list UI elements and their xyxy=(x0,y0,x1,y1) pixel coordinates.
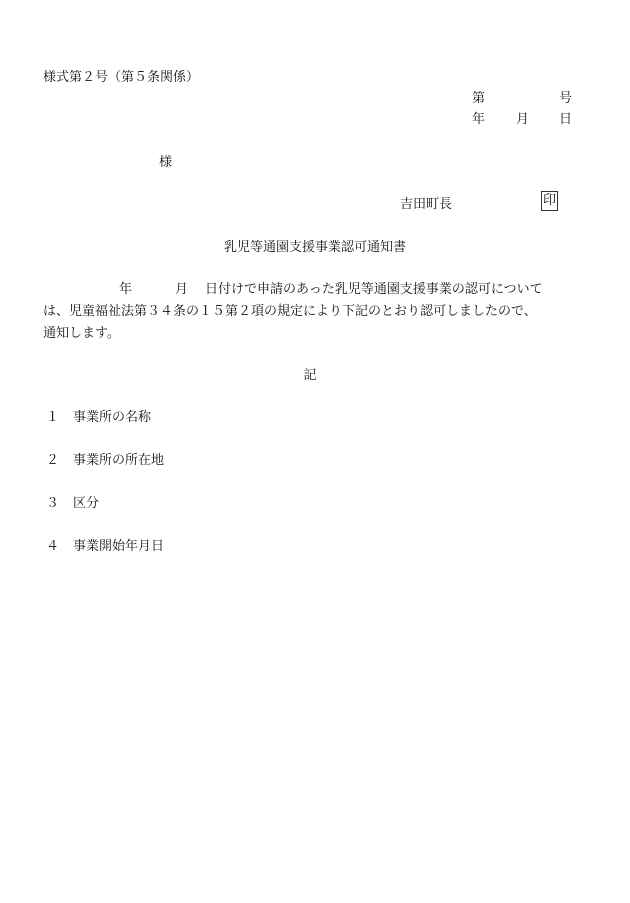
list-item-number: ２ xyxy=(46,453,60,468)
list-item-number: １ xyxy=(46,410,60,425)
document-title: 乳児等通園支援事業認可通知書 xyxy=(223,240,406,255)
body-line-3: 通知します。 xyxy=(43,326,120,341)
list-item-label: 事業所の名称 xyxy=(73,410,152,425)
issuer-name: 吉田町長 xyxy=(400,197,453,212)
list-item xyxy=(46,535,164,554)
ki-heading: 記 xyxy=(303,368,317,383)
form-number: 様式第２号（第５条関係） xyxy=(43,70,200,85)
list-item-label: 区分 xyxy=(73,496,100,511)
list-item-number: ４ xyxy=(46,539,60,554)
recipient-honorific: 様 xyxy=(159,155,173,170)
list-item-label: 事業所の所在地 xyxy=(73,453,165,468)
list-item-number: ３ xyxy=(46,496,60,511)
date-month-label: 月 xyxy=(516,112,530,127)
list-item-label: 事業開始年月日 xyxy=(73,539,165,554)
seal-mark: 印 xyxy=(541,191,558,211)
list-item xyxy=(46,492,99,511)
date-day-label: 日 xyxy=(558,112,572,127)
list-item xyxy=(46,449,164,468)
date-year-label: 年 xyxy=(472,112,486,127)
document-number-prefix: 第 xyxy=(472,91,486,106)
document-number-suffix: 号 xyxy=(558,91,572,106)
body-line-1-text: 日付けで申請のあった乳児等通園支援事業の認可について xyxy=(205,282,543,297)
list-item xyxy=(46,406,151,425)
body-year-label: 年 xyxy=(119,282,133,297)
body-month-label: 月 xyxy=(175,282,189,297)
body-line-2: は、児童福祉法第３４条の１５第２項の規定により下記のとおり認可しましたので、 xyxy=(43,304,537,319)
